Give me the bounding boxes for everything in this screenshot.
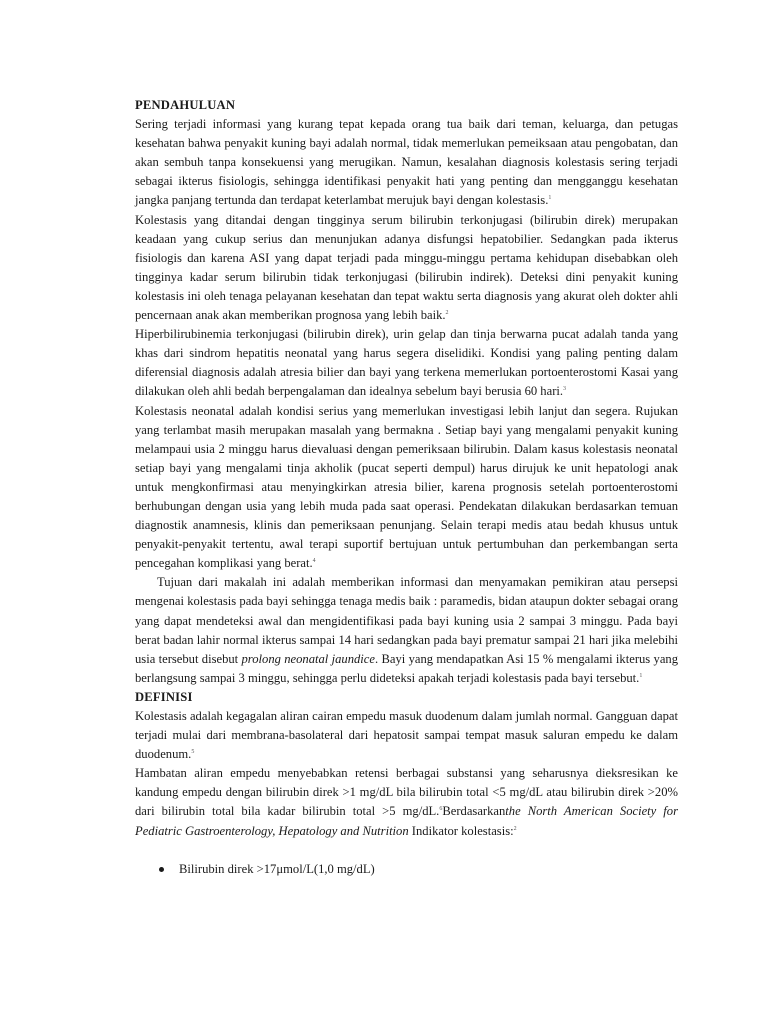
paragraph-text: Kolestasis neonatal adalah kondisi serius yang memerlukan investigasi lebih lanjut dan segera. Rujukan yang terlambat masih merupakan masalah yang bermakna . Setiap bayi yang mengalami penyakit kuning melampaui usia 2 minggu harus dievaluasi dengan pemeriksaan bilirubin. Dalam kasus kolestasis neonatal setiap bayi yang mengalami tinja akholik (pucat seperti dempul) harus dirujuk ke unit hepatologi anak untuk mengkonfirmasi atau menyingkirkan atresia bilier, karena prognosis setelah portoenterostomi berhubungan dengan usia yang lebih muda pada saat operasi. Pendekatan dilakukan berdasarkan temuan diagnostik anamnesis, klinis dan pemeriksaan penunjang. Selain terapi medis atau bedah khusus untuk penyakit-penyakit tertentu, awal terapi suportif bertujuan untuk pertumbuhan dan perkembangan serta pencegahan komplikasi yang berat.	[135, 403, 678, 571]
italic-organization-name: the North American Society for Pediatric Gastroenterology, Hepatology and Nutrition	[135, 804, 678, 838]
paragraph-text: Tujuan dari makalah ini adalah memberikan informasi dan menyamakan pemikiran atau persepsi mengenai kolestasis pada bayi sehingga tenaga medis baik : paramedis, bidan ataupun dokter sebagai orang yang dapat mendeteksi awal dan mengidentifikasi pada bayi kuning usia 2 sampai 3 minggu. Pada bayi berat badan lahir normal ikterus sampai 14 hari sedangkan pada bayi prematur sampai 21 hari jika melebihi usia tersebut disebut	[135, 575, 678, 666]
list-item	[135, 860, 678, 879]
reference-superscript: 6	[439, 806, 443, 813]
reference-superscript: 5	[191, 749, 195, 756]
section-heading-pendahuluan: PENDAHULUAN	[135, 98, 236, 112]
paragraph-text: Kolestasis adalah kegagalan aliran cairan empedu masuk duodenum dalam jumlah normal. Gangguan dapat terjadi mulai dari membrana-basolateral dari hepatosit sampai tempat masuk saluran empedu ke dalam duodenum.	[135, 709, 678, 762]
reference-superscript: 3	[563, 386, 567, 393]
paragraph-pendahuluan-3	[135, 325, 678, 401]
reference-superscript: 2	[513, 825, 517, 832]
paragraph-pendahuluan-1	[135, 115, 678, 210]
reference-superscript: 2	[445, 310, 449, 317]
paragraph-pendahuluan-2	[135, 211, 678, 326]
document-page	[135, 96, 678, 879]
indicator-list	[135, 860, 678, 879]
reference-superscript: 1	[639, 672, 643, 679]
paragraph-definisi-2	[135, 764, 678, 840]
paragraph-text: Indikator kolestasis:	[408, 823, 514, 838]
paragraph-text: Hiperbilirubinemia terkonjugasi (bilirubin direk), urin gelap dan tinja berwarna pucat adalah tanda yang khas dari sindrom hepatitis neonatal yang harus segera diselidiki. Kondisi yang paling penting dalam diferensial diagnosis adalah atresia bilier dan bayi yang terkena memerlukan portoenterostomi Kasai yang dilakukan oleh ahli bedah berpengalaman dan idealnya sebelum bayi berusia 60 hari.	[135, 327, 678, 399]
reference-superscript: 1	[548, 195, 552, 202]
paragraph-text: Hambatan aliran empedu menyebabkan retensi berbagai substansi yang seharusnya dieksresikan ke kandung empedu dengan bilirubin direk >1 mg/dL bila bilirubin total <5 mg/dL atau bilirubin direk >20% dari bilirubin total bila kadar bilirubin total >5 mg/dL.	[135, 766, 678, 819]
blank-line	[135, 841, 678, 860]
section-heading-definisi: DEFINISI	[135, 689, 193, 704]
paragraph-text: Kolestasis yang ditandai dengan tingginya serum bilirubin terkonjugasi (bilirubin direk) merupakan keadaan yang cukup serius dan menunjukan adanya disfungsi hepatobilier. Sedangkan pada ikterus fisiologis dan karena ASI yang dapat terjadi pada minggu-minggu pertama kehidupan disebabkan oleh tingginya kadar serum bilirubin tidak terkonjugasi (bilirubin indirek). Deteksi dini penyakit kuning kolestasis ini oleh tenaga pelayanan kesehatan dan tepat waktu serta diagnosis yang akurat oleh dokter ahli pencernaan anak akan memberikan prognosa yang lebih baik.	[135, 212, 678, 323]
reference-superscript: 4	[312, 558, 316, 565]
paragraph-definisi-1	[135, 707, 678, 764]
paragraph-text: . Bayi yang mendapatkan Asi 15 % mengalami ikterus yang berlangsung sampai 3 minggu, sehingga perlu dideteksi apakah terjadi kolestasis pada bayi tersebut.	[135, 651, 679, 685]
paragraph-text: Sering terjadi informasi yang kurang tepat kepada orang tua baik dari teman, keluarga, dan petugas kesehatan bahwa penyakit kuning bayi adalah normal, tidak memerlukan pemeiksaan atau pengobatan, dan akan sembuh tanpa konsekuensi yang merugikan. Namun, kesalahan diagnosis kolestasis sering terjadi sebagai ikterus fisiologis, sehingga identifikasi penyakit hati yang penting dan mengganggu kesehatan jangka panjang tertunda dan terdapat keterlambat merujuk bayi dengan kolestasis.	[135, 117, 678, 208]
paragraph-pendahuluan-5	[135, 573, 678, 688]
list-item-text: Bilirubin direk >17μmol/L(1,0 mg/dL)	[179, 861, 375, 876]
paragraph-text: Berdasarkan	[442, 804, 506, 819]
italic-term: prolong neonatal jaundice	[241, 651, 375, 666]
bullet-icon	[159, 867, 164, 872]
paragraph-pendahuluan-4	[135, 402, 678, 574]
